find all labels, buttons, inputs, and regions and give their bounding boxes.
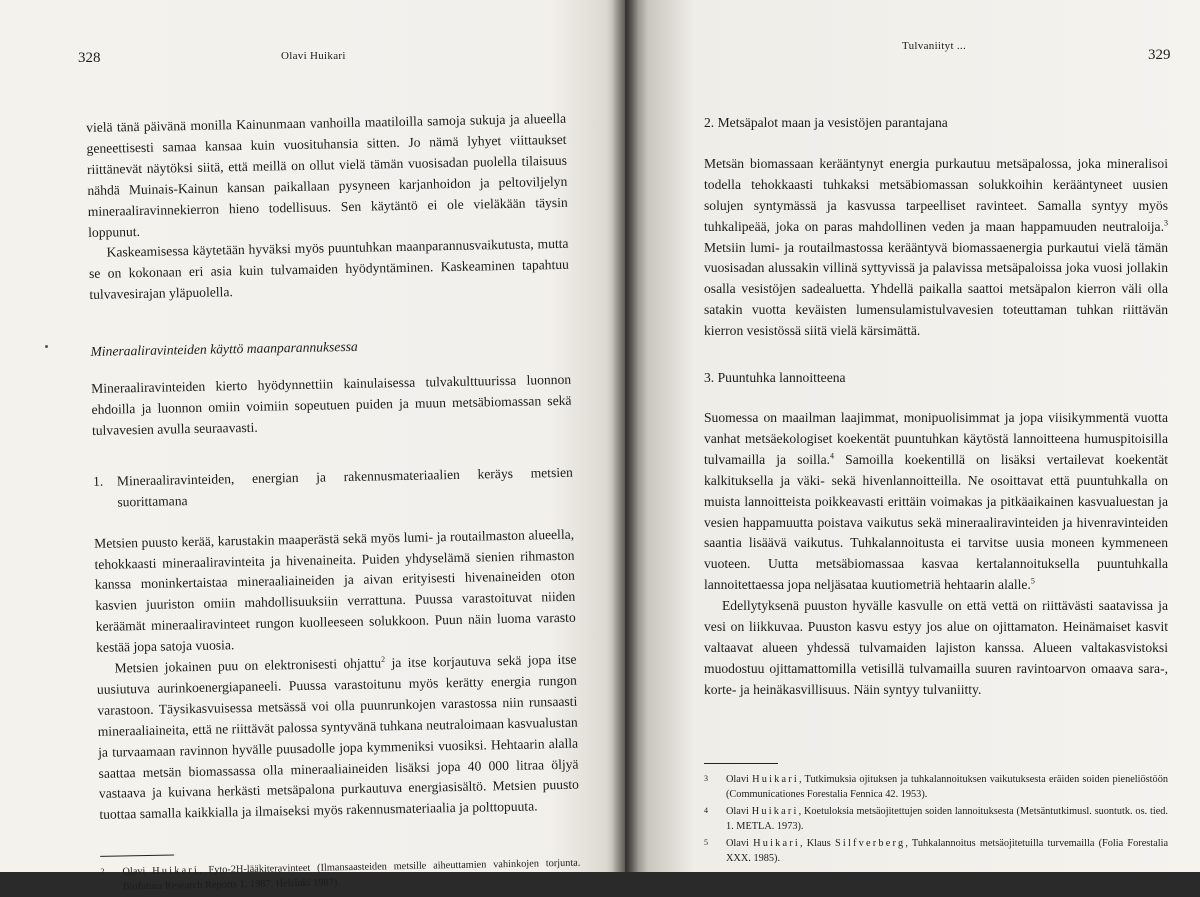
footnote-rule [100, 855, 174, 857]
left-page-body [86, 109, 581, 897]
footnote-author-first: Olavi [726, 837, 749, 849]
footnote-text: , Fyto-2H-lääkiteravinteet (Ilmansaasteiden metsille aiheuttamien vahinkojen torjunta. Biofutura Research Reports 1, 1987. Helsinki 1987). [122, 857, 581, 893]
paragraph: Kaskeamisessa käytetään hyväksi myös puuntuhkan maanparannusvaikutusta, mutta se on kokonaan eri asia kuin tulvamaiden hyödyntäminen. Kaskeaminen tapahtuu tulvavesirajan yläpuolella. [88, 236, 570, 303]
text-run: Suomessa on maailman laajimmat, monipuolisimmat ja jopa viisikymmentä vuotta vanhat metsäekologiset koekentät puuntuhkan käytöstä lannoitteena humuspitoisilla tulvamailla ja soilla. [704, 409, 1168, 467]
text-run: Metsän biomassaan kerääntynyt energia purkautuu metsäpalossa, joka mineralisoi todella tehokkaasti tuhkaksi metsäbiomassan solukkoihin kerääntyneet uusien solujen syntymässä ja kasvussa tarpeelliset ravinteet. Samalla syntyy myös tuhkalipeää, joka on paras mahdollinen veden ja maan happamuuden neutraloija. [704, 155, 1168, 234]
footnote [704, 772, 1168, 802]
footnote-author: Huikari [751, 805, 799, 817]
running-head: Olavi Huikari [281, 50, 346, 62]
right-page [625, 0, 1200, 872]
paragraph: vielä tänä päivänä monilla Kainunmaan vanhoilla maatiloilla samoja sukuja ja alueella geneettisesti samaa kansaa kuin vuosituhansia sitten. Jo nämä lyhyet viittaukset riittänevät näytöksi siitä, että meillä on ollut vielä tämän vuosisadan puolella tilaisuus nähdä Muinais-Kainun kansan paikallaan pysyneen karjanhoidon ja peltoviljelyn mineraaliravinnekierron hieno todellisuus. Sen käytäntö ei ole vieläkään täysin loppunut. [86, 110, 568, 240]
footnotes [100, 856, 580, 895]
section-heading: 2. Metsäpalot maan ja vesistöjen parantajana [704, 115, 948, 130]
heading-text: Mineraaliravinteiden, energian ja rakennusmateriaalien keräys metsien suorittamana [116, 464, 574, 510]
footnote-number: 2 [100, 867, 105, 877]
footnote-author-first: Olavi [726, 773, 749, 785]
footnote-text: , Tuhkalannoitus metsäojitetuilla turvemailla (Folia Forestalia XXX. 1985). [726, 837, 1169, 864]
paragraph: Mineraaliravinteiden kierto hyödynnettiin kainulaisessa tulvakulttuurissa luonnon ehdoilla ja luonnon omiin voimiin sopeutuen puiden ja muun metsäbiomassan sekä tulvavesien avulla seuraavasti. [91, 371, 572, 438]
page-number: 329 [1148, 47, 1171, 63]
footnote-author-first: Olavi [726, 805, 749, 817]
footnote-marker: 3 [1164, 218, 1168, 228]
section-heading: Mineraaliravinteiden käyttö maanparannuksessa [90, 338, 358, 360]
footnote [704, 836, 1168, 866]
footnote-text-run: , Klaus [799, 837, 835, 849]
footnote-text: , Tutkimuksia ojituksen ja tuhkalannoituksen vaikutuksesta eräiden soiden pieneliöstöön (Communicationes Forestalia Fennica 42. 1953). [726, 773, 1168, 800]
footnote [100, 856, 580, 895]
text-run: Metsien jokainen puu on elektronisesti ohjattu [114, 655, 382, 676]
footnote-number: 5 [704, 837, 708, 847]
paragraph [704, 154, 1168, 342]
footnote-marker: 2 [380, 654, 386, 664]
footnote-marker: 5 [1030, 576, 1035, 586]
paragraph: Metsien puusto kerää, karustakin maaperästä sekä myös lumi- ja routailmaston alueella, tehokkaasti mineraaliravinteita ja hivenaineita. Puiden yhdyselämä sienien rihmaston kanssa moninkertaistaa mineraaliaineiden ja aivan erityisesti hivenaineiden oton kasvien juuriston omiin mahdollisuuksiin verrattuna. Puussa varastoituvat niiden keräämät mineraaliravinteet rungon kuolleeseen solukkoon. Puun näin luoma varasto kestää jopa satoja vuosia. [94, 526, 576, 656]
footnote-author: Huikari [752, 773, 799, 785]
text-run: Metsiin lumi- ja routailmastossa kerääntyvä biomassaenergia purkautui vielä tämän vuosisadan alussakin villinä syttyvissä ja palavissa metsäpaloissa joka vuosi jollakin osalla vesistöjen sadealuetta. Yhdellä paikalla saattoi metsäpalon kierron väli olla satakin vuotta keväisten lumensulamistulvavesien toteuttaman tuhkan riittävän kierron vesistössä siitä vielä kärsimättä. [704, 239, 1168, 339]
footnote-author-first: Olavi [122, 866, 146, 878]
running-head: Tulvaniityt ... [902, 40, 966, 52]
text-run: ja itse korjautuva sekä jopa itse uusiutuva aurinkoenergiapaneeli. Puussa varastoitunu myös kerätty energia rungon varastoon. Täysikasvuisessa metsässä voi olla puunrunkojen varastossa niin runsaasti mineraaliaineita, että ne riittävät palossa syntyvänä tuhkana neutraloimaan kasvualustan ja turvaamaan ravinnon hyvälle puusadolle jopa kymmeniksi vuosiksi. Hehtaarin alalla saattaa metsän biomassassa olla mineraaliaineiden lisäksi jopa 40 000 litraa öljyä vastaava ja kuivana herkästi metsäpalona purkautuva energiasisältö. Metsien puusto tuottaa samalla kaikkialla ja ilmaiseksi myös rakennusmateriaalia ja polttopuuta. [96, 651, 580, 823]
footnote-number: 3 [704, 773, 708, 783]
footnote-rule [704, 763, 778, 764]
heading-number: 1. [92, 473, 104, 489]
footnote [704, 804, 1168, 834]
right-page-body [704, 113, 1168, 868]
paragraph [704, 408, 1168, 596]
footnote-number: 4 [704, 805, 708, 815]
margin-mark [45, 345, 48, 348]
footnotes [704, 772, 1168, 866]
footnote-marker: 4 [830, 451, 835, 461]
paragraph: Edellytyksenä puuston hyvälle kasvulle on että vettä on riittävästi saatavissa ja vesi on liikkuvaa. Puuston kasvu estyy jos alue on ojittamaton. Heinämaiset kasvit valtaavat alueen yhdessä tulvamaiden lajiston kanssa. Alueen valtakasvistoksi muodostuu ojittamattomilla vetisillä tulvamailla suuren ravintoarvon omaava sara-, korte- ja heinäkasvillisuus. Näin syntyy tulvaniitty. [704, 598, 1168, 697]
footnote-author: Huikari [753, 837, 800, 849]
footnote-text: , Koetuloksia metsäojitettujen soiden lannoituksesta (Metsäntutkimusl. suontutk. os. tied. 1. METLA. 1973). [726, 805, 1168, 832]
book-gutter [612, 0, 638, 872]
footnote-author: Huikari [152, 865, 200, 878]
page-number: 328 [78, 50, 101, 66]
section-heading: 3. Puuntuhka lannoitteena [704, 370, 846, 386]
footnote-author-second: Silfverberg [834, 837, 906, 849]
paragraph [96, 650, 579, 826]
text-run: Samoilla koekentillä on lisäksi vertailevat koekentät kalkituksella ja väki- sekä hivenlannoitteilla. Ne osoittavat että puuntuhkalla on muista lannoitteista poikkeavasti erittäin voimakas ja pitkäaikainen kasvualuestan ja vesien happamuutta poistava vaikutus sekä mineraaliravinteiden ja hivenravinteiden saantia lisäävä vaikutus. Tuhkalannoitusta ei tarvitse uusia moneen kymmeneen vuoteen. Uutta metsäbiomassaa kasvaa kertalannoituksella puuntuhkalla lannoitettaessa jopa neljäsataa kuutiometriä hehtaarin alalle. [704, 451, 1169, 593]
